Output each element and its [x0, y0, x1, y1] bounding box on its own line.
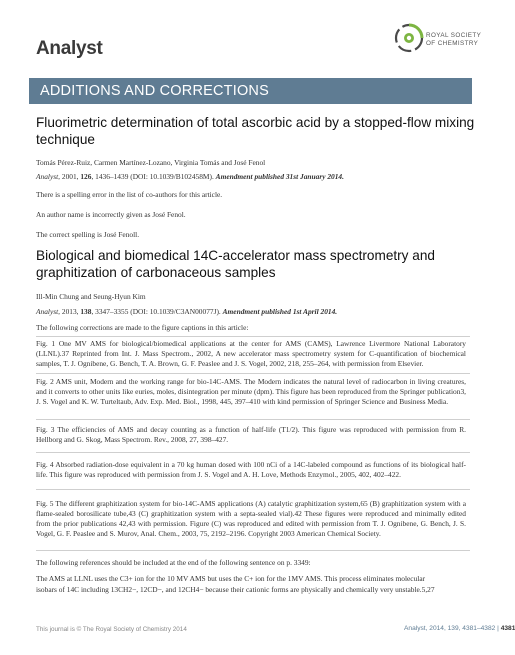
footer-journal-citation: Analyst, 2014, 139, 4381–4382 | [404, 625, 499, 632]
article1-title: Fluorimetric determination of total ascorbic acid by a stopped-flow mixing technique [36, 115, 475, 147]
article1-line3: The correct spelling is José Fenoll. [36, 230, 140, 239]
article2-title: Biological and biomedical 14C-accelerator mass spectrometry and graphitization of carbonaceous samples [36, 248, 435, 280]
fig1-caption: Fig. 1 One MV AMS for biological/biomedical applications at the center for AMS (CAMS), Lawrence Livermore National Laboratory (LLNL).37 Reprinted from Int. J. Mass Spectrom., 2002, A new accelerator mass spectrometry system for C-quantification of biochemical samples, T. J. Ognibene, G. Bench, T. A. Brown, G. F. Peaslee and J. S. Vogel, 2002, 218, 255–264, with permission from Elsevier. [36, 339, 466, 368]
divider [36, 336, 470, 337]
logo-text-line2: OF CHEMISTRY [426, 40, 479, 47]
article2-authors: Ill-Min Chung and Seung-Hyun Kim [36, 292, 146, 301]
divider [36, 550, 470, 551]
fig3-caption: Fig. 3 The efficiencies of AMS and decay counting as a function of half-life (T1/2). This figure was reproduced with permission from R. Hellborg and G. Skog, Mass Spectrom. Rev., 2008, 27, 398–427. [36, 425, 466, 444]
logo-text-line1: ROYAL SOCIETY [426, 32, 482, 39]
article1-citation: Analyst, 2001, 126, 1436–1439 (DOI: 10.1039/B102458M). Amendment published 31st January 2014. [36, 172, 344, 181]
footer-copyright: This journal is © The Royal Society of Chemistry 2014 [36, 626, 187, 633]
section-title: ADDITIONS AND CORRECTIONS [40, 83, 269, 99]
article2-intro: The following corrections are made to the figure captions in this article: [36, 323, 249, 332]
divider [36, 419, 470, 420]
fig5-caption: Fig. 5 The different graphitization system for bio-14C-AMS applications (A) catalytic graphitization system,65 (B) graphitization system with a flame-sealed borosilicate tube,43 (C) graphitization system with a septa-sealed vial).42 These figures were reproduced and minimally edited from the prior publications 42,43 with permission. Figure (C) was reproduced and edited with permission from T. J. Ognibene, G. Bench, J. S. Vogel, G. F. Peaslee and S. Murov, Anal. Chem., 2003, 75, 2192–2196. Copyright 2003 American Chemical Society. [36, 499, 466, 538]
journal-name: Analyst [36, 38, 103, 59]
article1-line2: An author name is incorrectly given as José Fenol. [36, 210, 186, 219]
fig2-caption: Fig. 2 AMS unit, Modern and the working range for bio-14C-AMS. The Modern indicates the natural level of radiocarbon in living creatures, and it converts to other units like euries, moles, disintegration per minute (dpm). This figure has been reproduced from the Springer publication3, J. S. Vogel and K. W. Turteltaub, Adv. Exp. Med. Biol., 1998, 445, 397–410 with kind permission of Springer Science and Business Media. [36, 377, 466, 406]
footer-page-number: 4381 [500, 625, 515, 632]
article2-citation: Analyst, 2013, 138, 3347–3355 (DOI: 10.1039/C3AN00077J). Amendment published 1st April 2014. [36, 307, 338, 316]
final-line1: The AMS at LLNL uses the C3+ ion for the 10 MV AMS but uses the C+ ion for the 1MV AMS. This process eliminates molecular [36, 574, 426, 583]
article1-line1: There is a spelling error in the list of co-authors for this article. [36, 190, 223, 199]
fig4-caption: Fig. 4 Absorbed radiation-dose equivalent in a 70 kg human dosed with 100 nCi of a 14C-labeled compound as functions of its biological half-life. This figure was reproduced with permission from J. S. Vogel and A. H. Love, Methods Enzymol., 2005, 402, 402–422. [36, 460, 466, 479]
divider [36, 452, 470, 453]
final-line2: isobars of 14C including 13CH2−, 12CD−, and 12CH4− because their cationic forms are physically and chemically very unstable.5,27 [36, 585, 435, 594]
footer-citation [404, 625, 515, 632]
article1-authors: Tomás Pérez-Ruiz, Carmen Martínez-Lozano, Virginia Tomás and José Fenol [36, 158, 266, 167]
divider [36, 489, 470, 490]
refs-intro: The following references should be included at the end of the following sentence on p. 3349: [36, 558, 311, 567]
divider [36, 373, 470, 374]
